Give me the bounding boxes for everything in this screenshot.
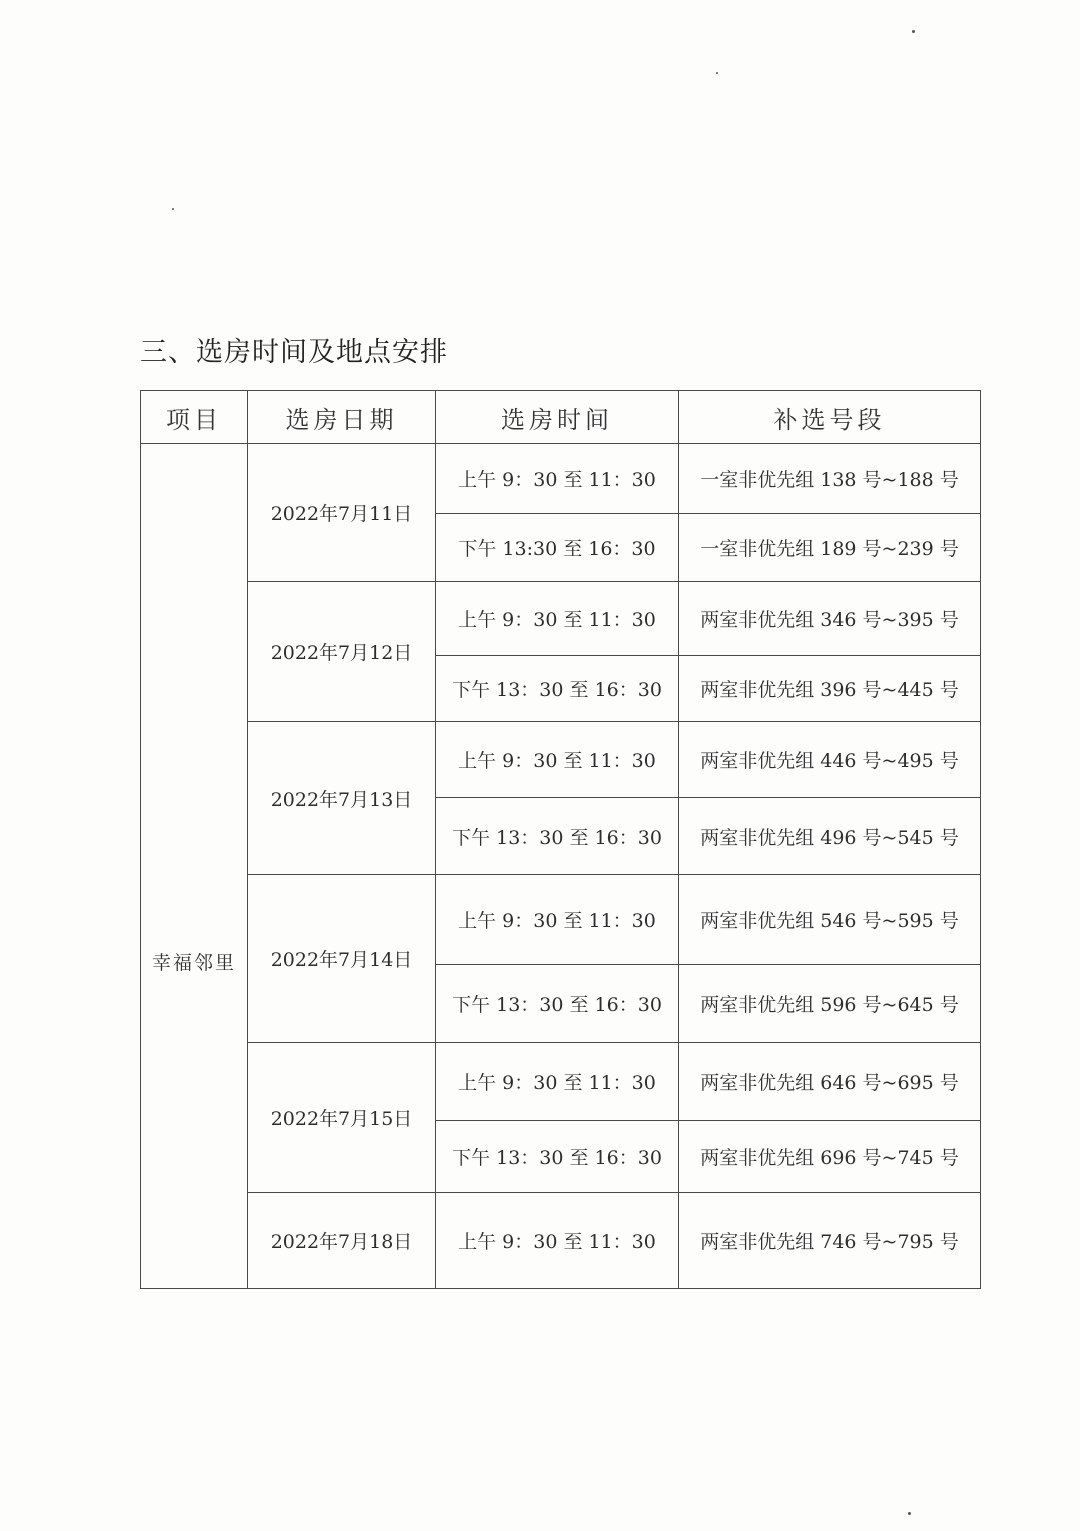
time-cell: 下午 13:30 至 16：30 [436,514,679,582]
date-cell: 2022年7月15日 [248,1043,436,1193]
range-cell: 一室非优先组 189 号~239 号 [679,514,981,582]
date-cell: 2022年7月14日 [248,875,436,1043]
range-cell: 一室非优先组 138 号~188 号 [679,444,981,514]
scan-speck [172,208,174,210]
time-cell: 上午 9：30 至 11：30 [436,444,679,514]
table-row [141,582,981,656]
time-cell: 下午 13：30 至 16：30 [436,1121,679,1193]
range-cell: 两室非优先组 446 号~495 号 [679,722,981,798]
time-cell: 上午 9：30 至 11：30 [436,1043,679,1121]
table-row [141,722,981,798]
range-cell: 两室非优先组 346 号~395 号 [679,582,981,656]
date-cell: 2022年7月12日 [248,582,436,722]
time-cell: 下午 13：30 至 16：30 [436,965,679,1043]
selection-schedule-table [140,390,981,1289]
time-cell: 上午 9：30 至 11：30 [436,722,679,798]
date-cell: 2022年7月18日 [248,1193,436,1289]
range-cell: 两室非优先组 596 号~645 号 [679,965,981,1043]
range-cell: 两室非优先组 496 号~545 号 [679,798,981,875]
range-cell: 两室非优先组 646 号~695 号 [679,1043,981,1121]
time-cell: 上午 9：30 至 11：30 [436,1193,679,1289]
time-cell: 下午 13：30 至 16：30 [436,798,679,875]
time-cell: 上午 9：30 至 11：30 [436,875,679,965]
date-cell: 2022年7月11日 [248,444,436,582]
table-row [141,1193,981,1289]
range-cell: 两室非优先组 696 号~745 号 [679,1121,981,1193]
time-cell: 下午 13：30 至 16：30 [436,656,679,722]
table-row [141,875,981,965]
scan-speck [912,30,915,33]
range-cell: 两室非优先组 396 号~445 号 [679,656,981,722]
section-title: 三、选房时间及地点安排 [140,337,448,368]
range-cell: 两室非优先组 546 号~595 号 [679,875,981,965]
table-row [141,444,981,514]
time-cell: 上午 9：30 至 11：30 [436,582,679,656]
scan-speck [716,72,718,74]
header-date: 选房日期 [248,391,436,444]
header-time: 选房时间 [436,391,679,444]
date-cell: 2022年7月13日 [248,722,436,875]
table-row [141,1043,981,1121]
header-project: 项目 [141,391,248,444]
scan-speck [908,1512,911,1515]
header-number-range: 补选号段 [679,391,981,444]
table-header-row [141,391,981,444]
project-name-cell: 幸福邻里 [141,444,248,1289]
range-cell: 两室非优先组 746 号~795 号 [679,1193,981,1289]
